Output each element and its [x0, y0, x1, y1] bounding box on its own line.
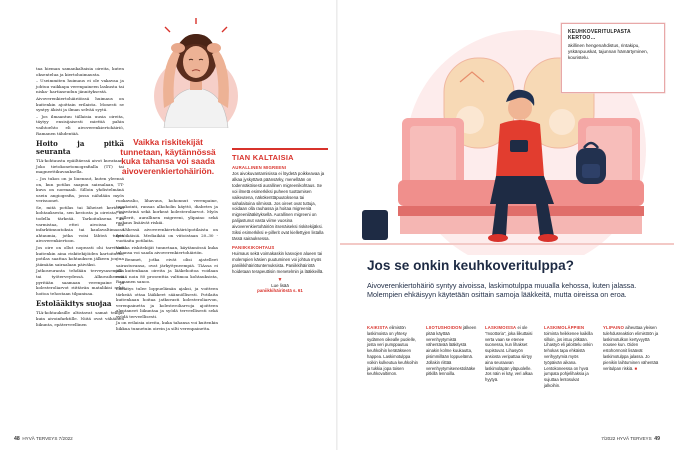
- paragraph: – Useimmiten huimaus ei ole vakavaa ja johtuu vaikkapa verenpaineen laskusta tai niska- hartiaseudun jännityksestä.: [36, 78, 124, 95]
- down-arrow-icon: ▼: [277, 276, 283, 283]
- sidebar-section-text: Jos aivokuvantamisissa ei löydetä poikkeavaa ja alkaa jyskyttävä päänsärky, menellään on todennäköisesti aurallinen migreenikohtaus. Se voi ilmetä esimerkiksi puheen tuottamisen vaikeutena, näkökenttäpuutoksena tai sahalaitoina silmissä. Jos oireet ovat tuttuja, voidaan olla rauhassa ja hoitaa migreeniä migreenilääkityksellä. Aurallinen migreeni on palijastunut vasta viime vuosina aivoverenkiertohäiriön itsenäiseksi riskitekijäksi. Siksi esimerkiksi e-pillerit ovat kiellettyjen listalla tässä sairauksessa.: [232, 171, 325, 241]
- article-lede: Aivoverenkiertohäiriö syntyy aivoissa, laskimotulppa muualla kehossa, kuten jalassa. Molempien ehkäisyyn käytetään osittain samoja lääkkeitä, mutta oireissa on eroa.: [367, 281, 637, 299]
- read-more-link[interactable]: [232, 277, 328, 293]
- article-headline: Jos se onkin keuhkoveritulppa?: [367, 258, 574, 273]
- left-column-1: [36, 66, 124, 328]
- column-text: ei ole "moottoria", joka liikuttaisi verta vaan se etenee suonessa, kun lihakset supistuvat. Lihasyön ansiosta veripattaa siirtyy aina seuraavan laskimoläpän yläpuolelle. Jos näin ei käy, veri alkaa hyytyä.: [485, 325, 533, 383]
- callout-box: [561, 23, 665, 93]
- sidebar-box: [232, 148, 328, 293]
- column-lead-label: LASKIMOLÄPPIEN: [544, 325, 585, 330]
- column-lead-label: LIIOTUSHOIDON: [426, 325, 462, 330]
- folio-right: [601, 436, 660, 442]
- column-text: elimistön laskimoista on yhtesy sydämen oikealle puolelle, josta veri pumppautuu keuhkoihin kerätäkseen happea. Laskimotulppa voikin kulkeutua keuhkoihin ja tukkia jopa toisen keuhkovaltimon.: [367, 325, 418, 377]
- publication-label: HYVÄ TERVEYS 7/2022: [22, 436, 73, 441]
- end-of-story-square-icon: ■: [634, 365, 637, 371]
- paragraph: Lääkitys tulee loppuelämän ajaksi, ja voitteen tärkeää ottaa lääkkeet säännöllisesti. Potilaita kuitenkaan hoitaa jatkuvasti kolesteroliarvon, verenpainetta ja kolesteroliarvoja ajoitteen alentaneet liikuntaa ja syödä terveellisesti sekä syödä terveellisesti.: [116, 285, 218, 319]
- paragraph: taa hieman samankaltaisia oireita, kuten oksentelua ja kiertohuimausta.: [36, 66, 124, 77]
- publication-label: 7/2022 HYVÄ TERVEYS: [601, 436, 652, 441]
- paragraph: – Jos tukos on jo liuennut, kuten yleensä on, kun potilas saapuu sairaalaan, TT-kuva on normaali. Silloin yhdistelmänä usein angiografia, jossa nähdään myös verisuonet.: [36, 175, 124, 204]
- folio-left: [14, 436, 73, 442]
- paragraph: – Benmet, jotka eivät olisi ajatelleet sairastuvansa, ovat järkyttyneempiä. TIAssa ei jää kuitenkaan oireita ja lääkehoitoa voidaan estää noin 80 prosenttia valtimoa kohtauksista, Ramanen sanoo.: [116, 256, 218, 285]
- paragraph: TIA-kohtauksille altistavat samat tekijät kuin aivoinfarktille. Niitä ovat vähäinen liikunta, epäterveellinen: [36, 310, 124, 327]
- pull-quote: Vaikka riskitekijät tunnetaan, käytännössä kuka tahansa voi saada aivoverenkiertohäiriön.: [120, 137, 216, 176]
- read-more-prefix: Lue lisää: [271, 282, 289, 288]
- paragraph: – Jos ilmaantuu tällaisia uusia oireita, täytyy ensisijaisesti miettiä pahin vaihtoehto eli aivoverenkiertohäiriö, Ramanen tähdentää.: [36, 113, 124, 136]
- callout-body: äkillinen hengenahdistus, rintakipu, yskänpuuskat, tajunnan hämärtyminen, kouristelu.: [568, 43, 648, 61]
- paragraph: TIA-kohtausta epäiltäessä aivot kuvataan. Joko tietokonetomografialla (TT) tai magneettikuvauksella.: [36, 158, 124, 175]
- sidebar-title: TIAN KALTAISIA: [232, 153, 294, 162]
- paragraph: Aivoverenkiertohäiriöissä huimaus on kuitenkin ajoittain erilaista. Monesti se syntyy äkisti ja ilman selvää syytä.: [36, 95, 124, 113]
- right-column-3: [485, 325, 537, 383]
- paragraph: Se, mitä potilas tai läheiset kertovat kohtauksesta, sen kestosta ja oireista, on todella tärkeää. Tarkoituksena on varmistaa, ettei aivoissa ole infarktimuutoksia tai kaulavaltimossa ahtaumia, jotka voisi lähteä tukos aivoverenkiertoon.: [36, 204, 124, 244]
- page-gutter: [336, 0, 338, 450]
- paragraph: Vaikka riskitekijät tunnetaan, käytännössä kuka tahansa voi saada aivoverenkiertohäiriön.: [116, 244, 218, 256]
- column-lead-label: LASKIMOISSA: [485, 325, 517, 330]
- callout-title: KEUHKOVERITULPASTA KERTOO…: [568, 29, 631, 42]
- column-lead-label: YLIPAINO: [603, 325, 625, 330]
- right-column-1: [367, 325, 419, 377]
- column-text: toiminta heikkenee kaikilla silloin, jos istuu pitkään. Lihastyö eli jaloittelu onkin tehokas tapa ehkäistä verihyytymiä myös työpäivän aikana. Lentokoneessa on hyvä jumpata pohjelihaksia ja sujuttaa lentosukat jalkoihin.: [544, 330, 593, 388]
- left-column-2: [116, 198, 218, 333]
- paragraph: Ja on erilaisia oireita, kuka tahansa voi kuitenkin liikkua tunnetuin oirein ja silti verenpainetta.: [116, 320, 218, 332]
- woman-headache-illustration: [150, 18, 242, 128]
- column-text: jälkeen pitää käyttää verenhyytymistä vähentävää lääkitystä ainakin kolme kuukautta, pisimmillään loppuelämä. Jollakin riittää verenhyytymisenestolääke pitkillä lennoilla.: [426, 325, 477, 377]
- right-column-2: [426, 325, 478, 377]
- column-text: aiheuttaa yleisen tulehdusreaktion elimistöön ja laskimotulkon kertyvyyttä nousee kun. Oiden estohormonit lisäävät laskimotulppa jalassa. Jo pienikin laihtuminen vähentää veritulpan riskiä.: [603, 325, 659, 371]
- sidebar-section-title: AURALLINEN MIGREENI: [232, 165, 287, 170]
- subheading-estolaakitys: Estolääkitys suojaa: [36, 299, 112, 309]
- page-number: 49: [654, 436, 660, 442]
- paragraph: – Vähessä aivoverenkiertohäiriöpotilaista on tyttöikäisiä. Mediaikää on viitoistaan 20–30 -vuotiaita potilaita.: [116, 226, 218, 244]
- sidebar-section-text: Huimaus sekä voimakaskin kasvojen alueen tai molempien käsien puutuminen voi johtua myös paniikkihäiriötuntemuksista. Paniikkihäiriötä hoidetaan terapeuttisin menetelmin ja lääkkeillä.: [232, 250, 324, 274]
- woman-headache-illustration-wrap: [150, 18, 242, 128]
- subheading-hoito: Hoito ja pitkä seuranta: [36, 139, 124, 157]
- paragraph: ruokavalio, lihavuus, kohonnut verenpaine, tupakointi, runsas alkoholin käyttö, diabetes ja eteisvärinä sekä korkeat kolesteroliarvot. Myös e-pillerit, aurallinen migreeni, ylipaino sekä raskaus lisäävät riskiä.: [116, 198, 218, 226]
- read-more-text: paniikkihäiriöstä s. 61: [257, 287, 303, 293]
- sidebar-section-title: PANIIKKIKOHTAUS: [232, 244, 275, 250]
- column-lead-label: KAIKISTA: [367, 325, 389, 330]
- paragraph: Jos oire on ollut nopeasti ohi tarvitsee kuitenkin aina riskitekijöiden kartoitusta, potilas saattaa kohtauksen jälkeen joutua jäämään sairaalaan päiväksi.: [36, 245, 124, 267]
- right-column-4: [544, 325, 596, 389]
- page-number: 48: [14, 436, 20, 442]
- right-column-5: [603, 325, 661, 371]
- paragraph: Jatkoseuranta tehdään terveysasemalla tai työterveydessä. Alkuvaiheessa pyritään saamaan verenpaine ja kolesteroliarvot riittävän matalikisi sekä hoitoa tehostaan tilpanisaa.: [36, 268, 124, 296]
